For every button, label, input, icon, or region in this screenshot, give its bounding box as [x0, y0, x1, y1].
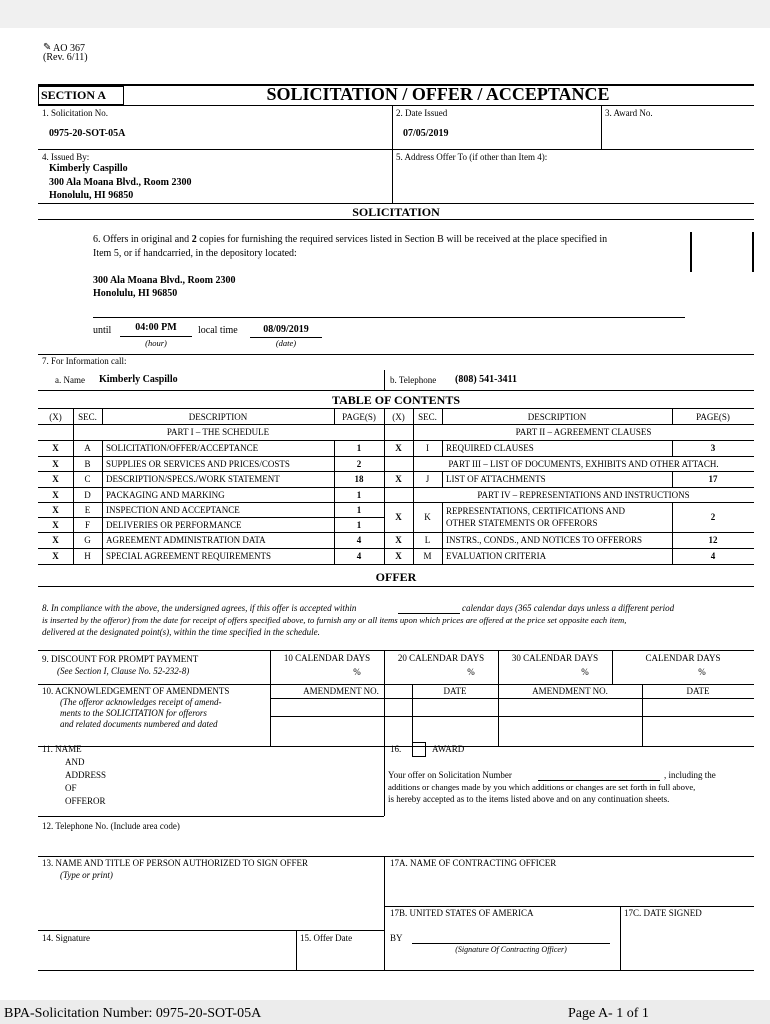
toc-row-k-desc-1: REPRESENTATIONS, CERTIFICATIONS AND: [446, 506, 626, 516]
toc-row-l-pages: 12: [708, 535, 718, 545]
toc-row-section: G: [84, 535, 91, 545]
toc-row-x-mark: X: [52, 520, 59, 530]
toc-row-j-pages: 17: [708, 474, 718, 484]
discount-other-pct: %: [698, 667, 706, 677]
address-offer-label: 5. Address Offer To (if other than Item 4):: [396, 152, 548, 162]
deadline-time: 04:00 PM: [135, 322, 177, 333]
toc-row-x-mark: X: [52, 505, 59, 515]
info-call-label: 7. For Information call:: [42, 356, 127, 366]
contracting-officer-signature-caption: (Signature Of Contracting Officer): [455, 945, 567, 954]
by-label: BY: [390, 933, 403, 943]
toc-row-k-x: X: [395, 512, 402, 522]
item-8-line-1a: 8. In compliance with the above, the undersigned agrees, if this offer is accepted within: [42, 603, 357, 613]
item-8-line-2: is inserted by the offeror) from the date for receipt of offers specified above, to furnish any or all items upon which prices are offered at the price set opposite each item,: [42, 615, 627, 625]
toc-row-description: PACKAGING AND MARKING: [106, 490, 225, 500]
award-label: AWARD: [432, 744, 465, 754]
toc-row-pages: 4: [356, 551, 362, 561]
until-label: until: [93, 325, 112, 336]
toc-row-k-sec: K: [424, 512, 431, 522]
discount-30-pct: %: [581, 667, 589, 677]
item-6-line-2: Item 5, or if handcarried, in the depository located:: [93, 248, 297, 259]
offeror-label-line: AND: [65, 757, 85, 767]
toc-part-4: PART IV – REPRESENTATIONS AND INSTRUCTIONS: [477, 490, 690, 500]
toc-row-k-desc-2: OTHER STATEMENTS OR OFFERORS: [446, 518, 598, 528]
pencil-icon: ✎: [43, 42, 52, 53]
contact-name-label: a. Name: [55, 375, 85, 385]
toc-col-sec: SEC.: [78, 412, 97, 422]
date-signed-label: 17C. DATE SIGNED: [624, 908, 702, 918]
toc-part-1: PART I – THE SCHEDULE: [166, 427, 270, 437]
issued-by-label: 4. Issued By:: [42, 152, 90, 162]
toc-col-sec-right: SEC.: [418, 412, 437, 422]
ack-amendments-sub-3: and related documents numbered and dated: [60, 719, 218, 729]
telephone-label: b. Telephone: [390, 375, 437, 385]
solicitation-heading: SOLICITATION: [352, 205, 440, 219]
toc-col-pages: PAGE(S): [342, 412, 376, 422]
issued-by-address-1: 300 Ala Moana Blvd., Room 2300: [49, 177, 192, 188]
date-caption: (date): [275, 338, 297, 348]
toc-col-pages-right: PAGE(S): [696, 412, 730, 422]
toc-row-i-pages: 3: [710, 443, 716, 453]
item-8-line-3: delivered at the designated point(s), within the time specified in the schedule.: [42, 627, 320, 637]
toc-row-description: AGREEMENT ADMINISTRATION DATA: [106, 535, 266, 545]
toc-col-description-right: DESCRIPTION: [527, 412, 587, 422]
toc-col-x-right: (X): [392, 412, 405, 422]
toc-row-x-mark: X: [52, 474, 59, 484]
usa-label: 17B. UNITED STATES OF AMERICA: [390, 908, 534, 918]
deadline-date: 08/09/2019: [263, 324, 309, 335]
depository-address-1: 300 Ala Moana Blvd., Room 2300: [93, 275, 236, 286]
footer-solicitation-number: BPA-Solicitation Number: 0975-20-SOT-05A: [4, 1006, 262, 1021]
toc-row-pages: 1: [356, 490, 362, 500]
ack-amendments-sub-2: ments to the SOLICITATION for offerors: [60, 708, 207, 718]
top-band: [0, 0, 770, 28]
footer-page-number: Page A- 1 of 1: [568, 1006, 649, 1021]
discount-30-days: 30 CALENDAR DAYS: [511, 653, 599, 663]
toc-row-pages: 4: [356, 535, 362, 545]
toc-row-i-desc: REQUIRED CLAUSES: [446, 443, 534, 453]
toc-row-description: DESCRIPTION/SPECS./WORK STATEMENT: [106, 474, 280, 484]
amendment-date-header-1: DATE: [443, 686, 467, 696]
discount-20-pct: %: [467, 667, 475, 677]
toc-row-x-mark: X: [52, 443, 59, 453]
signature-label: 14. Signature: [42, 933, 90, 943]
award-text-2: additions or changes made by you which additions or changes are set forth in full above,: [388, 782, 696, 792]
toc-row-section: A: [84, 443, 91, 453]
discount-label: 9. DISCOUNT FOR PROMPT PAYMENT: [42, 654, 199, 664]
toc-row-pages: 1: [356, 443, 362, 453]
amendment-date-header-2: DATE: [686, 686, 710, 696]
award-no-label: 3. Award No.: [605, 108, 653, 118]
toc-heading: TABLE OF CONTENTS: [331, 393, 461, 407]
issued-by-address-2: Honolulu, HI 96850: [49, 190, 134, 201]
telephone-value: (808) 541-3411: [455, 374, 517, 385]
solicitation-no-value: 0975-20-SOT-05A: [49, 128, 126, 139]
toc-col-description: DESCRIPTION: [188, 412, 248, 422]
item-6-line-1: 6. Offers in original and 2 copies for furnishing the required services listed in Section B will be received at the place specified in: [93, 234, 608, 245]
award-item-number: 16.: [390, 744, 402, 754]
toc-row-description: SOLICITATION/OFFER/ACCEPTANCE: [106, 443, 259, 453]
toc-row-description: SPECIAL AGREEMENT REQUIREMENTS: [106, 551, 272, 561]
toc-row-j-sec: J: [425, 474, 430, 484]
toc-row-section: F: [84, 520, 90, 530]
section-label: SECTION A: [41, 88, 107, 102]
toc-col-x: (X): [49, 412, 62, 422]
toc-row-section: E: [84, 505, 91, 515]
toc-row-section: C: [84, 474, 91, 484]
toc-row-x-mark: X: [52, 459, 59, 469]
telephone-no-label: 12. Telephone No. (Include area code): [42, 821, 180, 831]
toc-row-k-pages: 2: [710, 512, 716, 522]
toc-row-l-sec: L: [424, 535, 431, 545]
form-title: SOLICITATION / OFFER / ACCEPTANCE: [266, 84, 610, 104]
toc-row-pages: 2: [356, 459, 362, 469]
solicitation-no-label: 1. Solicitation No.: [42, 108, 108, 118]
depository-address-2: Honolulu, HI 96850: [93, 288, 178, 299]
toc-part-2: PART II – AGREEMENT CLAUSES: [515, 427, 652, 437]
toc-row-section: H: [84, 551, 91, 561]
date-issued-value: 07/05/2019: [403, 128, 449, 139]
toc-row-x-mark: X: [52, 490, 59, 500]
form-number: AO 367: [53, 43, 85, 54]
offeror-label-line: OFFEROR: [65, 796, 106, 806]
offeror-label-line: OF: [65, 783, 77, 793]
toc-row-pages: 1: [356, 505, 362, 515]
toc-row-description: INSPECTION AND ACCEPTANCE: [106, 505, 240, 515]
discount-20-days: 20 CALENDAR DAYS: [397, 653, 485, 663]
amendment-no-header-2: AMENDMENT NO.: [532, 686, 608, 696]
contact-name: Kimberly Caspillo: [99, 374, 178, 385]
toc-row-description: DELIVERIES OR PERFORMANCE: [106, 520, 242, 530]
toc-row-section: D: [84, 490, 91, 500]
award-text-3: is hereby accepted as to the items listed above and on any continuation sheets.: [388, 794, 670, 804]
toc-row-l-x: X: [395, 535, 402, 545]
award-checkbox[interactable]: [412, 742, 426, 757]
discount-10-pct: %: [353, 667, 361, 677]
toc-row-pages: 1: [356, 520, 362, 530]
offer-date-label: 15. Offer Date: [300, 933, 353, 943]
ack-amendments-label: 10. ACKNOWLEDGEMENT OF AMENDMENTS: [42, 686, 230, 696]
offeror-label-line: ADDRESS: [65, 770, 107, 780]
toc-row-m-desc: EVALUATION CRITERIA: [446, 551, 547, 561]
award-text-1a: Your offer on Solicitation Number: [388, 770, 512, 780]
discount-sub: (See Section I, Clause No. 52-232-8): [57, 666, 190, 676]
toc-row-description: SUPPLIES OR SERVICES AND PRICES/COSTS: [106, 459, 290, 469]
toc-row-j-x: X: [395, 474, 402, 484]
offer-heading: OFFER: [375, 570, 417, 584]
authorized-signer-sub: (Type or print): [60, 870, 113, 880]
issued-by-name: Kimberly Caspillo: [49, 163, 128, 174]
toc-row-m-x: X: [395, 551, 402, 561]
ack-amendments-sub-1: (The offeror acknowledges receipt of amend-: [60, 697, 222, 707]
toc-row-i-sec: I: [426, 443, 429, 453]
toc-row-section: B: [84, 459, 91, 469]
offeror-label-line: 11. NAME: [42, 744, 82, 754]
discount-other-days: CALENDAR DAYS: [645, 653, 721, 663]
date-issued-label: 2. Date Issued: [396, 108, 448, 118]
toc-row-x-mark: X: [52, 551, 59, 561]
local-time-label: local time: [198, 325, 238, 336]
item-8-line-1b: calendar days (365 calendar days unless a different period: [462, 603, 675, 613]
toc-row-x-mark: X: [52, 535, 59, 545]
hour-caption: (hour): [145, 338, 167, 348]
toc-row-m-pages: 4: [710, 551, 716, 561]
toc-row-l-desc: INSTRS., CONDS., AND NOTICES TO OFFERORS: [446, 535, 642, 545]
toc-row-m-sec: M: [423, 551, 432, 561]
toc-row-j-desc: LIST OF ATTACHMENTS: [446, 474, 546, 484]
toc-row-i-x: X: [395, 443, 402, 453]
contracting-officer-name-label: 17A. NAME OF CONTRACTING OFFICER: [390, 858, 557, 868]
toc-row-pages: 18: [354, 474, 364, 484]
amendment-no-header-1: AMENDMENT NO.: [303, 686, 379, 696]
discount-10-days: 10 CALENDAR DAYS: [283, 653, 371, 663]
authorized-signer-label: 13. NAME AND TITLE OF PERSON AUTHORIZED TO SIGN OFFER: [42, 858, 309, 868]
toc-part-3: PART III – LIST OF DOCUMENTS, EXHIBITS AND OTHER ATTACH.: [448, 459, 719, 469]
form-revision: (Rev. 6/11): [43, 52, 88, 63]
award-text-1b: , including the: [664, 770, 716, 780]
